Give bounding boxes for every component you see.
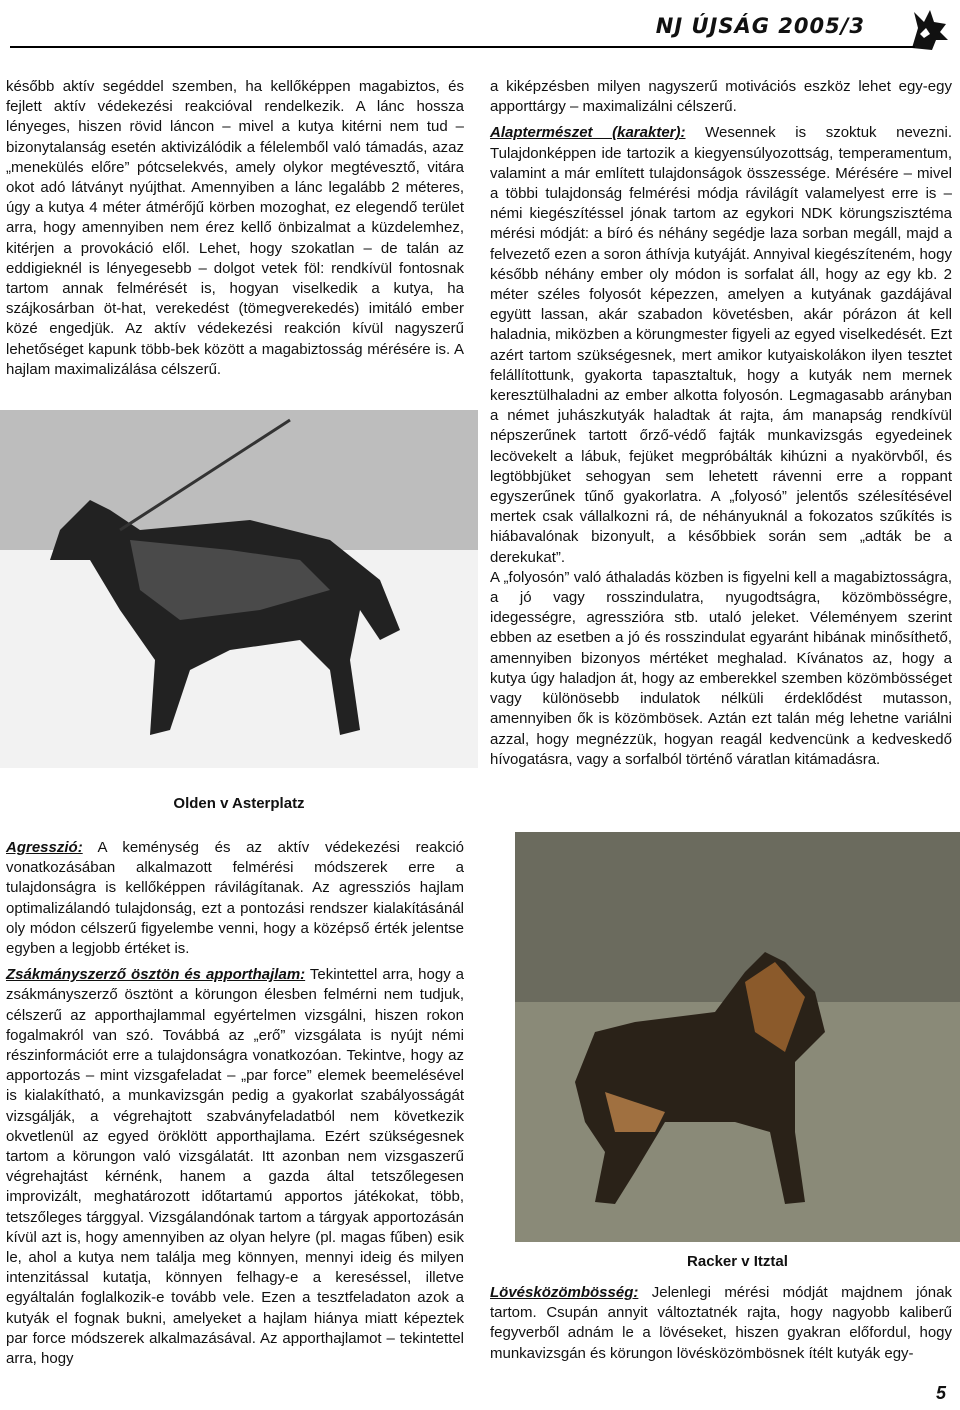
term-alaptermeszet: Alaptermészet (karakter): [490,124,686,142]
paragraph-alaptermeszet [490,123,952,567]
dog-photo-olden [0,410,478,768]
photo-caption-olden: Olden v Asterplatz [173,795,305,812]
text-agresszio: A keménység és az aktív védekezési reakció vonatkozásában alkalmazott felmérési módszerek erre a tulajdonságra is kellőképpen rávilágítanak. Az agressziós hajlam optimalizálandó tulajdonság, ezt a pontozási rendszer kialakításánál oly módon célszerű figyelembe venni, hogy a középső érték jelentse egyben a legjobb értéket is. [6,839,464,958]
page-number: 5 [935,1383,946,1403]
term-lovesz: Lövésközömbösség: [490,1284,639,1301]
text-lovesz: Jelenlegi mérési módját majdnem jónak tartom. Csupán annyit változtatnék rajta, hogy nagyobb kaliberű fegyverből adnám le a lövéseket, hiszen gyakran előfordul, hogy munkavizsgán és körungon lövésközömbösnek ítélt kutyák egy- [490,1284,952,1362]
paragraph-folyoso: A „folyosón” való áthaladás közben is figyelni kell a magabiztosságra, a jó vagy rosszindulatra, nyugodtságra, közömbösségre, idegességre, agresszióra stb. utaló jeleket. Véleményem szerint ebben az esetben a jó és rosszindulat egyaránt hibának minősíthető, amennyiben bizonyos mértéket meghalad. Kívánatos az, hogy a kutya úgy haladjon át, hogy az emberekkel szemben közömbösséget vagy különösebb indulatok nélküli érdeklődést mutasson, amennyiben ők is közömbösek. Aztán ezt talán még lehetne variálni azzal, hogy megnézzük, hogyan reagál kedvencünk a kedveskedő hívogatásra, vagy a sorfalból történő váratlan kitámadásra. [490,568,952,768]
paragraph-zsakmany [6,965,464,1369]
right-column-bottom [490,1283,952,1364]
paragraph-lovesz [490,1283,952,1364]
text-alaptermeszet: Wesennek is szoktuk nevezni. Tulajdonképpen ide tartozik a kiegyensúlyozottság, temperamentum, valamint a már említett tulajdonságok összessége. Mérésére – mivel a többi tulajdonság felmérési módja rávilágít valamelyest erre is – némi kiegészítéssel jónak tartom az egykori NDK körungszisztéma mérési módját: a bíró és néhány segédje laza sorban megáll, majd a felvezető ezen a soron áthívja kutyáját. Annyival kiegészíteném, hogy később néhány ember oly módon is sorfalat áll, hogy az egy kb. 2 méter széles folyosót képezzen, amelyen a kutyának gazdájával együtt lassan, akár szabadon követésben, akár pórázon át kell haladnia, miközben a körungmester figyeli az egyed viselkedését. Ezt azért tartom szükségesnek, mert amikor kutyaiskolákon ilyen tesztet felállítottunk, gyakorta tapasztaltuk, hogy a kutyák nem mernek keresztülhaladni az ember alkotta folyosón. Legmagasabb arányban a német juhászkutyák haladtak át rajta, ám manapság rendkívül népszerűnek tartott őrző-védő fajták munkavizsgás egyedeinek lecövekelt a lábuk, fejüket megpróbálták kihúzni a nyakörvből, és legtöbbjüket sehogyan sem lehetett rávenni erre a roppant egyszerűnek tűnő gyakorlatra. A „folyosó” jelentős szélesítésével mertek csak vállalkozni rá, de néhányuknál a fokozatos szűkítés is hiábavalónak bizonyult, a későbbiek során sem „adták be a derekukat”. [490,124,952,566]
left-column-top [6,77,464,380]
photo-caption-racker: Racker v Itztal [687,1253,788,1270]
term-zsakmany: Zsákmányszerző ösztön és apporthajlam: [6,966,306,984]
text-zsakmany: Tekintettel arra, hogy a zsákmányszerző ösztönt a körungon élesben felmérni nem tudjuk, célszerű az apporthajlammal egyértelmen vizsgálni, hiszen rokon fogalmakról van szó. Továbbá az „erő” vizsgálata is nyújt némi részinformációt erre a tulajdonságra vonatkozóan. Tekintve, hogy az apportozás – mint vizsgafeladat – „par force” elemek beemelésével is kialakítható, a munkavizsgán pedig a gyakorlat szabályosságát vizsgálják, a végrehajtott szabványfeladatból nem következik okvetlenül az egyed öröklött apporthajlama. Ezért szükségesnek tartom a körungon való vizsgálatát. Itt azonban nem vizsgaszerű végrehajtást kérnénk, hanem a gazda által tetszőlegesen improvizált, meghatározott időtartamú apportos játékokat, több, tetszőleges tárggyal. Vizsgálandónak tartom a tárgyak apportozásán kívül azt is, hogy amennyiben az olyan helyre (pl. magas fűben) esik le, ahol a kutya nem találja meg könnyen, mennyi ideig és milyen intenzitással kutatja, könnyen felhagy-e a kereséssel, illetve egyáltalán foglalkozik-e tovább vele. Ezen a tesztfeladaton azok a kutyák el fognak bukni, amelyeket a hajlam hiánya miatt képeztek par force módszerek alkalmazásával. Az apporthajlamot – tekintettel arra, hogy [6,966,464,1368]
term-agresszio: Agresszió: [6,839,83,856]
right-column [490,77,952,770]
dog-photo-racker [515,832,960,1242]
left-column-bottom [6,838,464,1369]
header-divider [10,46,915,48]
paragraph-agresszio [6,838,464,959]
journal-title: NJ ÚJSÁG 2005/3 [655,14,865,38]
body-paragraph: később aktív segéddel szemben, ha kellőképpen magabiztos, és fejlett aktív védekezési reakcióval rendelkezik. A lánc hossza lényeges, hiszen rövid láncon – mivel a kutya kitérni nem tud – bizonytalanság esetén aktivizálódik a félelemből való támadás, azaz „menekülés előre” pótcselekvés, amely olykor megtévesztő, vitára okot adó látványt nyújthat. Amennyiben a lánc legalább 2 méteres, úgy a kutya 4 méter átmérőjű körben mozoghat, ez elegendő terület arra, hogy amennyiben nem érez kellő önbizalmat a küzdelemhez, kitérjen a provokáció elől. Lehet, hogy szokatlan – de talán az eddigieknél is lényegesebb – dolgot vetek föl: rendkívül fontosnak tartom annak felmérését is, hogyan viselkedik a kutya, ha szájkosárban öt-hat, verekedést (tömegverekedés) imitáló ember közé engedjük. Az aktív védekezési reakción kívül nagyszerű lehetőséget kapunk több-bek között a magabiztosság mérésére is. A hajlam maximalizálása célszerű. [6,78,464,378]
paragraph-right-intro: a kiképzésben milyen nagyszerű motivációs eszköz lehet egy-egy apporttárgy – maximalizálni célszerű. [490,78,952,116]
